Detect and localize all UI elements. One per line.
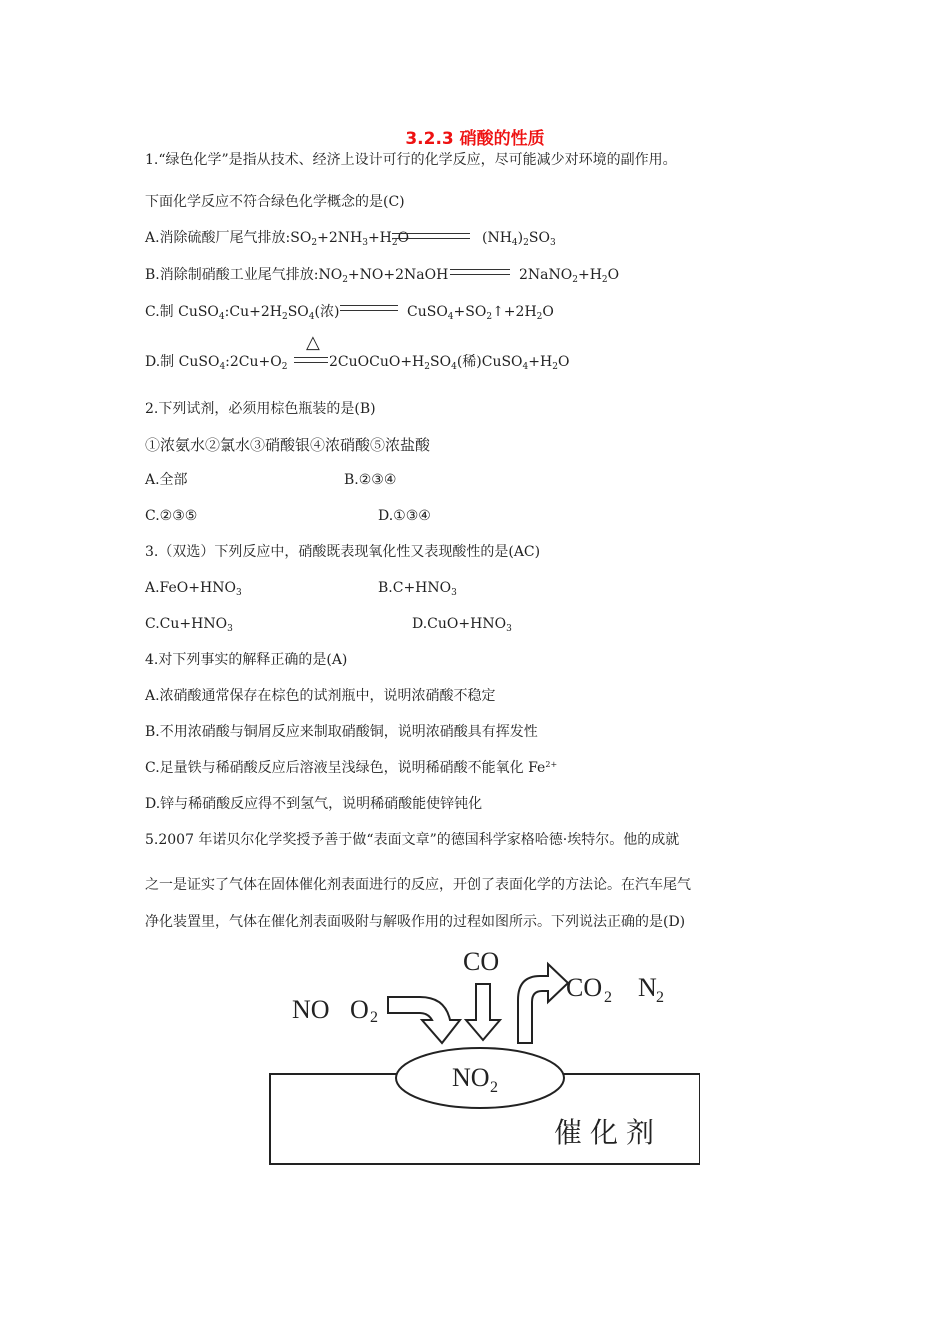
q1-option-a-product: $(NH_4)_2SO_3$: [482, 230, 556, 248]
adsorption-arrow: [388, 997, 460, 1043]
svg-text:2: 2: [490, 1079, 498, 1096]
equals-sign: [450, 269, 510, 275]
q3-stem: 3.（双选）下列反应中，硝酸既表现氧化性又表现酸性的是(AC): [145, 544, 541, 560]
catalyst-surface-diagram: [260, 940, 700, 1180]
equals-sign: [392, 233, 470, 239]
q4-option-c: C.足量铁与稀硝酸反应后溶液呈浅绿色，说明稀硝酸不能氧化 $Fe^{2+}$: [145, 760, 558, 776]
q1-option-b-product: $2NaNO_2+H_2O$: [519, 267, 620, 285]
q3-option-b: $B.C+HNO_3$: [378, 580, 457, 598]
q5-stem-line2: 之一是证实了气体在固体催化剂表面进行的反应，开创了表面化学的方法论。在汽车尾气: [145, 877, 691, 893]
label-o2: O: [350, 995, 369, 1024]
q3-option-c: $C.Cu+HNO_3$: [145, 616, 233, 634]
q1-option-c: C.制 $CuSO_4:Cu+2H_2SO_4$(浓): [145, 304, 340, 322]
q1-stem-line1: 1.“绿色化学”是指从技术、经济上设计可行的化学反应，尽可能减少对环境的副作用。: [145, 152, 677, 168]
label-co: CO: [463, 947, 500, 976]
label-catalyst: 催化剂: [554, 1116, 663, 1149]
label-no2: NO: [452, 1063, 490, 1092]
q2-option-a: A.全部: [145, 472, 188, 488]
svg-text:2: 2: [604, 989, 612, 1006]
desorption-arrow: [518, 964, 568, 1043]
label-co2: CO: [566, 973, 603, 1002]
q5-stem-line1: 5.2007 年诺贝尔化学奖授予善于做“表面文章”的德国科学家格哈德·埃特尔。他的成就: [145, 832, 680, 848]
svg-text:2: 2: [656, 989, 664, 1006]
page-title: 3.2.3 硝酸的性质: [405, 129, 545, 149]
q1-option-b: B.消除制硝酸工业尾气排放$:NO_2+NO+2NaOH$: [145, 267, 449, 285]
q1-option-d-product: $2CuOCuO+H_2SO_4$(稀)$CuSO_4+H_2O$: [329, 354, 570, 372]
equals-sign: [340, 305, 398, 311]
q2-option-c: C.②③⑤: [145, 508, 198, 524]
co-down-arrow: [466, 984, 500, 1040]
q1-option-a: A.消除硫酸厂尾气排放$:SO_2+2NH_3+H_2O$: [145, 230, 410, 248]
label-no: NO: [292, 995, 330, 1024]
q2-reagent-list: ①浓氨水②氯水③硝酸银④浓硝酸⑤浓盐酸: [145, 436, 431, 454]
label-n2: N: [638, 973, 657, 1002]
heat-symbol: △: [306, 332, 320, 353]
q2-option-b: B.②③④: [344, 472, 397, 488]
q5-stem-line3: 净化装置里，气体在催化剂表面吸附与解吸作用的过程如图所示。下列说法正确的是(D): [145, 914, 686, 930]
q4-stem: 4.对下列事实的解释正确的是(A): [145, 652, 348, 668]
q2-option-d: D.①③④: [378, 508, 431, 524]
svg-text:2: 2: [370, 1009, 378, 1026]
equals-sign: [294, 357, 328, 363]
q1-stem-line2: 下面化学反应不符合绿色化学概念的是(C): [145, 194, 405, 210]
q4-option-d: D.锌与稀硝酸反应得不到氢气，说明稀硝酸能使锌钝化: [145, 796, 483, 812]
q1-option-d: D.制 $CuSO_4:2Cu+O_2$: [145, 354, 288, 372]
q1-option-c-product: $CuSO_4+SO_2↑+2H_2O$: [407, 304, 554, 322]
q4-option-b: B.不用浓硝酸与铜屑反应来制取硝酸铜，说明浓硝酸具有挥发性: [145, 724, 538, 740]
q3-option-d: $D.CuO+HNO_3$: [412, 616, 512, 634]
q2-stem: 2.下列试剂，必须用棕色瓶装的是(B): [145, 401, 376, 417]
q3-option-a: $A.FeO+HNO_3$: [145, 580, 242, 598]
q4-option-a: A.浓硝酸通常保存在棕色的试剂瓶中，说明浓硝酸不稳定: [145, 688, 496, 704]
